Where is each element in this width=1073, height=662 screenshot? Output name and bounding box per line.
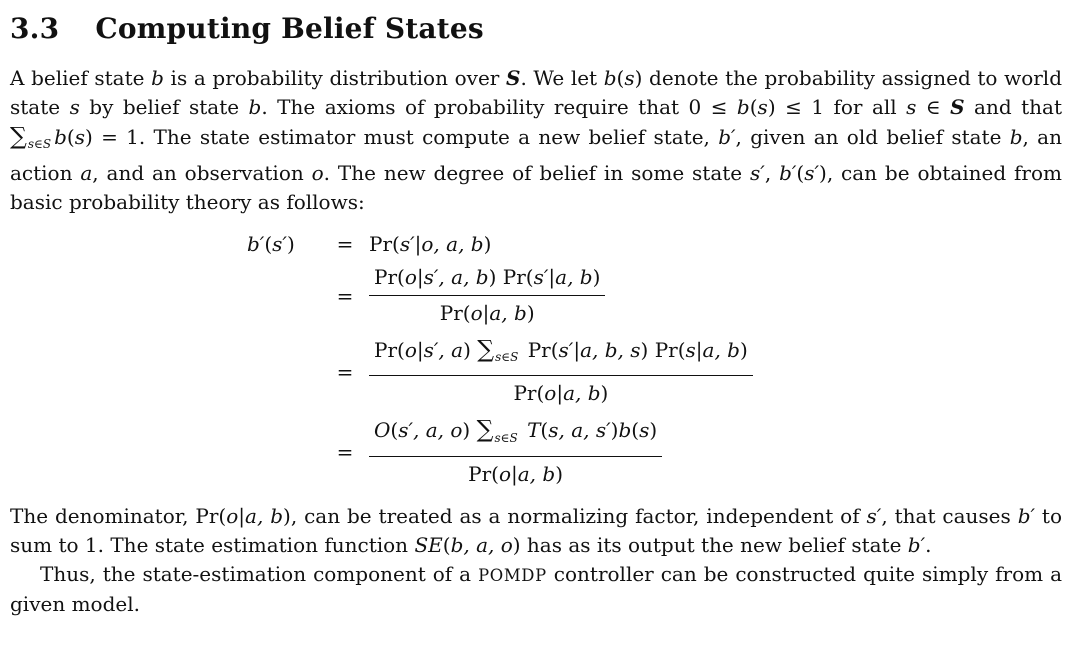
equation-lhs <box>247 232 321 256</box>
equation-rhs <box>369 232 491 256</box>
equation-row-1 <box>247 232 1062 256</box>
text-run: . The axioms of probability require that 0 ≤ <box>261 95 737 119</box>
small-caps-acronym: POMDP <box>478 565 547 585</box>
math-variable: b <box>54 125 67 149</box>
math-variable: o <box>311 161 324 186</box>
text-run: , given an old belief state <box>735 125 1010 149</box>
section-heading <box>10 12 1062 45</box>
text-run: Pr( <box>513 381 545 406</box>
math-variable: b, a, o <box>450 532 513 557</box>
equation-row-4 <box>247 415 1062 488</box>
math-variable: b <box>151 66 164 90</box>
math-variable: s <box>757 95 768 119</box>
text-run: ) Pr( <box>640 338 686 363</box>
math-variable: s′, a, o <box>398 418 463 443</box>
text-run: The denominator, Pr( <box>10 503 227 528</box>
text-run: . We let <box>520 66 604 90</box>
text-run: | <box>548 265 556 290</box>
math-variable: s′, a <box>423 338 464 363</box>
text-run: | <box>416 338 424 363</box>
summation-subscript: s∈S <box>27 137 52 152</box>
text-run: Pr( <box>521 338 559 363</box>
math-variable: a, b <box>489 301 527 326</box>
text-run: . <box>925 532 932 557</box>
equals-sign: = <box>336 439 354 464</box>
text-run: | <box>416 265 424 290</box>
text-run: ) <box>286 232 295 257</box>
fraction-denominator <box>369 375 753 408</box>
math-variable: b <box>736 95 750 119</box>
math-variable: b′ <box>718 125 736 149</box>
math-variable: o <box>470 301 483 326</box>
math-variable: b′ <box>1017 503 1036 528</box>
fraction-denominator <box>369 456 662 489</box>
math-variable: T <box>527 418 541 443</box>
text-run: Pr( <box>468 461 499 486</box>
sigma-glyph: ∑ <box>476 415 494 444</box>
equation-rhs <box>369 335 753 408</box>
sigma-glyph: ∑ <box>477 335 495 364</box>
equals-sign: = <box>336 359 354 384</box>
text-run: . The new degree of belief in some state <box>323 161 751 186</box>
text-run: | <box>511 461 518 486</box>
equation-row-3 <box>247 335 1062 408</box>
fraction <box>369 415 662 488</box>
text-run: Pr( <box>369 232 400 257</box>
text-run: Pr( <box>439 301 471 326</box>
text-run: | <box>414 232 422 257</box>
text-run: Pr( <box>374 338 405 363</box>
text-run: ) <box>462 418 477 443</box>
section-number: 3.3 <box>10 12 60 45</box>
equation-rhs <box>369 415 662 488</box>
text-run: | <box>695 338 703 363</box>
math-variable: SE <box>414 532 443 557</box>
fraction-numerator <box>369 415 662 455</box>
text-run: by belief state <box>79 95 249 119</box>
math-variable: s′ <box>399 232 415 257</box>
text-run: to sum to 1. The state estimation function <box>10 503 1063 557</box>
text-run: is a probability distribution over <box>163 66 506 90</box>
math-variable: s <box>906 95 917 119</box>
math-variable: s <box>74 125 85 149</box>
paragraph-conclusion <box>10 560 1062 619</box>
text-run: and that <box>964 95 1062 119</box>
text-run: | <box>482 301 490 326</box>
text-run: ( <box>749 95 758 119</box>
math-variable: s′ <box>272 232 287 257</box>
math-variable: s′ <box>866 503 882 528</box>
text-run: ) Pr( <box>488 265 534 290</box>
script-S: S <box>950 95 965 119</box>
text-run: ) <box>592 265 601 290</box>
text-run: , that causes <box>881 503 1018 528</box>
math-variable: o <box>404 338 417 363</box>
text-run: ( <box>390 418 399 443</box>
text-run: ) <box>483 232 492 257</box>
text-run: , <box>764 161 780 186</box>
math-variable: b <box>248 95 262 119</box>
math-variable: a, b <box>517 461 556 486</box>
text-run: ) <box>526 301 535 326</box>
text-run: , an action <box>10 125 1062 186</box>
equals-sign: = <box>336 283 354 308</box>
math-variable: b <box>603 66 617 90</box>
math-variable: s <box>685 338 696 363</box>
text-run: ( <box>442 532 451 557</box>
math-variable: b′ <box>779 161 797 186</box>
text-run: ( <box>264 232 273 257</box>
text-run: , and an observation <box>92 161 312 186</box>
text-run: ( <box>540 418 549 443</box>
summation-symbol <box>476 415 521 445</box>
text-run: ) has as its output the new belief state <box>512 532 908 557</box>
summation-symbol <box>477 335 521 365</box>
fraction <box>369 335 753 408</box>
text-run: ( <box>66 125 75 149</box>
math-variable: a, b <box>245 503 284 528</box>
math-variable: a, b <box>555 265 593 290</box>
text-run: | <box>573 338 581 363</box>
math-variable: s <box>624 66 635 90</box>
paragraph-belief-state-intro <box>10 64 1062 217</box>
equation-row-2 <box>247 263 1062 328</box>
text-run: ) <box>600 381 609 406</box>
math-variable: o <box>404 265 417 290</box>
equation-rhs <box>369 263 605 328</box>
text-run: ) ≤ 1 for all <box>767 95 907 119</box>
fraction-numerator <box>369 263 605 295</box>
math-variable: b′ <box>907 532 926 557</box>
text-run: ) <box>610 418 619 443</box>
text-run: ∈ <box>916 95 951 119</box>
math-variable: o <box>498 461 511 486</box>
paragraph-denominator <box>10 502 1062 560</box>
math-variable: s <box>639 418 650 443</box>
text-run: ), can be treated as a normalizing factor, independent of <box>283 503 867 528</box>
text-run: ) <box>555 461 564 486</box>
math-variable: s <box>69 95 80 119</box>
summation-symbol <box>10 122 54 152</box>
math-variable: a, b <box>702 338 740 363</box>
text-run: Thus, the state-estimation component of a <box>40 561 479 586</box>
math-variable: s′ <box>804 161 820 186</box>
math-variable: b <box>618 418 632 443</box>
text-run: Pr( <box>374 265 405 290</box>
text-run: ( <box>631 418 640 443</box>
sigma-glyph: ∑ <box>10 122 27 150</box>
math-variable: s, a, s′ <box>548 418 611 443</box>
equation-block <box>247 232 1062 488</box>
text-run: ) <box>649 418 658 443</box>
fraction <box>369 263 605 328</box>
text-run: ) <box>463 338 478 363</box>
math-variable: a <box>80 161 93 186</box>
text-run: A belief state <box>10 66 152 90</box>
script-S: S <box>505 66 521 90</box>
math-variable: s′, a, b <box>423 265 489 290</box>
math-variable: O <box>374 418 391 443</box>
math-variable: b <box>1009 125 1023 149</box>
math-variable: o, a, b <box>421 232 484 257</box>
math-variable: o <box>544 381 557 406</box>
text-run: ( <box>796 161 805 186</box>
math-variable: a, b, s <box>580 338 641 363</box>
math-variable: s′ <box>750 161 765 186</box>
math-variable: a, b <box>563 381 601 406</box>
text-run: ) denote the probability assigned to world state <box>10 66 1063 119</box>
fraction-denominator <box>369 295 605 328</box>
math-variable: b′ <box>247 232 265 257</box>
summation-subscript: s∈S <box>494 430 518 445</box>
section-title: Computing Belief States <box>95 12 484 45</box>
fraction-numerator <box>369 335 753 375</box>
math-variable: s′ <box>558 338 574 363</box>
text-run: | <box>238 503 246 528</box>
math-variable: s′ <box>533 265 549 290</box>
text-run: ) <box>739 338 748 363</box>
text-run: controller can be constructed quite simply from a given model. <box>10 561 1062 616</box>
summation-subscript: s∈S <box>495 350 519 365</box>
text-run: ( <box>616 66 625 90</box>
text-run: ), can be obtained from basic probability theory as follows: <box>10 161 1063 215</box>
math-variable: o <box>226 503 239 528</box>
text-run: ) = 1. The state estimator must compute a new belief state, <box>85 125 719 149</box>
text-run: | <box>556 381 564 406</box>
equals-sign: = <box>336 232 354 257</box>
